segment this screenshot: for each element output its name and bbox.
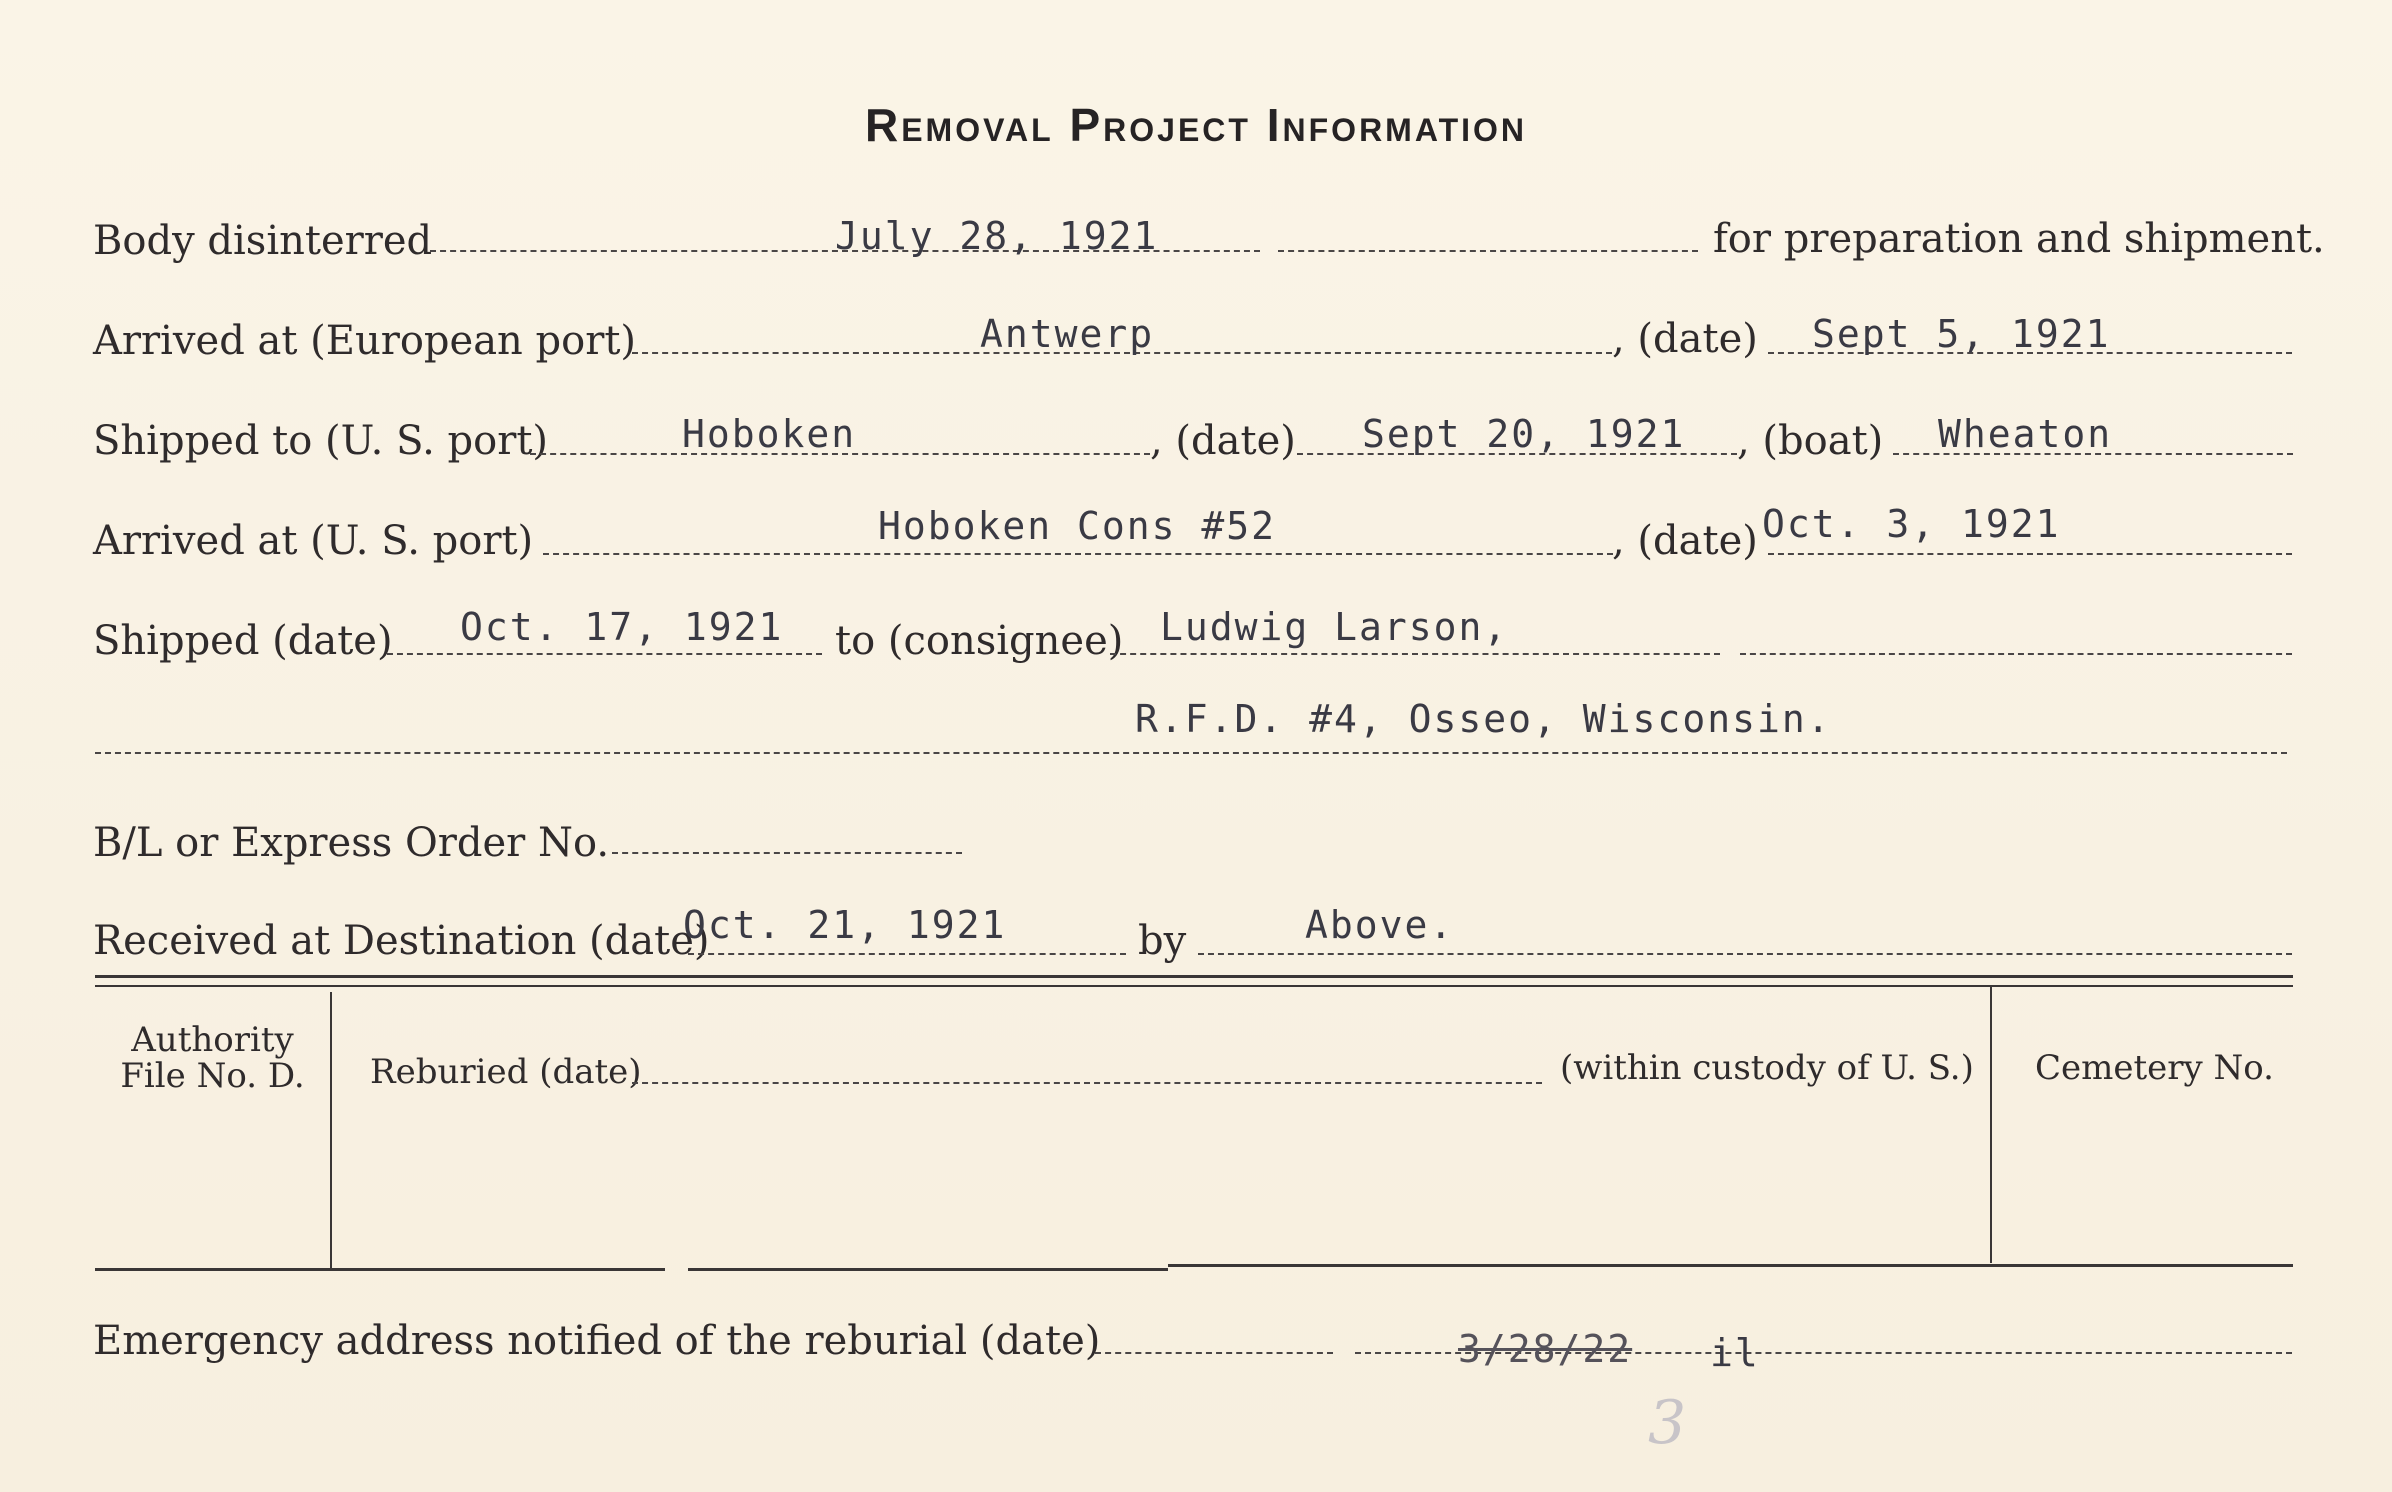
authority-label-line1: Authority — [131, 1020, 294, 1060]
table-divider-right — [1990, 985, 1992, 1263]
disinterred-suffix: for preparation and shipment. — [1713, 216, 2325, 262]
disinterred-date[interactable]: July 28, 1921 — [835, 214, 1159, 258]
shipped-date-line — [387, 653, 822, 655]
consignee-line — [1110, 653, 1720, 655]
consignee-label: to (consignee) — [835, 618, 1124, 664]
table-bottom-rule-a — [95, 1268, 665, 1271]
shipped-us-port[interactable]: Hoboken — [682, 412, 857, 456]
arrived-us-port[interactable]: Hoboken Cons #52 — [878, 504, 1277, 548]
authority-cell — [95, 1022, 330, 1094]
shipped-date[interactable]: Oct. 17, 1921 — [460, 605, 784, 649]
emergency-label: Emergency address notified of the reburial (date) — [93, 1318, 1101, 1364]
authority-label-line2: File No. D. — [120, 1056, 305, 1096]
emergency-date[interactable]: 3/28/22 — [1458, 1327, 1633, 1371]
arrived-europe-port[interactable]: Antwerp — [980, 312, 1155, 356]
arrived-us-date-label: , (date) — [1612, 518, 1758, 564]
shipped-us-boat[interactable]: Wheaton — [1938, 412, 2113, 456]
shipped-date-label: Shipped (date) — [93, 618, 393, 664]
received-date-line — [688, 953, 1126, 955]
received-by[interactable]: Above. — [1305, 903, 1455, 947]
pencil-mark: 3 — [1648, 1388, 1687, 1458]
emergency-initials: il — [1710, 1331, 1760, 1375]
custody-label: (within custody of U. S.) — [1560, 1048, 1974, 1088]
table-divider-left — [330, 992, 332, 1270]
shipped-us-date-label: , (date) — [1150, 418, 1296, 464]
disinterred-line-2 — [1278, 250, 1698, 252]
shipped-us-boat-label: , (boat) — [1737, 418, 1884, 464]
arrived-europe-label: Arrived at (European port) — [93, 318, 637, 364]
emergency-line-a — [1095, 1352, 1333, 1354]
reburied-label: Reburied (date) — [370, 1052, 642, 1092]
arrived-us-label: Arrived at (U. S. port) — [93, 518, 534, 564]
arrived-us-date-line — [1768, 553, 2292, 555]
bl-line[interactable] — [612, 852, 962, 854]
address-line — [95, 752, 2287, 754]
cemetery-label: Cemetery No. — [2035, 1048, 2274, 1088]
received-date[interactable]: Oct. 21, 1921 — [683, 903, 1007, 947]
received-label: Received at Destination (date) — [93, 918, 710, 964]
bl-label: B/L or Express Order No. — [93, 820, 610, 866]
disinterred-label: Body disinterred — [93, 218, 433, 264]
received-by-line — [1198, 953, 2292, 955]
consignee-name[interactable]: Ludwig Larson, — [1160, 605, 1509, 649]
reburied-line[interactable] — [632, 1082, 1542, 1084]
arrived-us-date[interactable]: Oct. 3, 1921 — [1762, 502, 2061, 546]
table-bottom-rule-c — [1168, 1264, 2293, 1267]
shipped-us-date[interactable]: Sept 20, 1921 — [1362, 412, 1686, 456]
consignee-line-2 — [1740, 653, 2292, 655]
arrived-us-port-line — [543, 553, 1613, 555]
arrived-europe-date[interactable]: Sept 5, 1921 — [1812, 312, 2111, 356]
shipped-us-label: Shipped to (U. S. port) — [93, 418, 548, 464]
card-title: Removal Project Information — [864, 99, 1528, 151]
received-by-label: by — [1138, 918, 1187, 964]
table-bottom-rule-b — [688, 1268, 1168, 1271]
arrived-europe-date-label: , (date) — [1612, 316, 1758, 362]
table-top-rule — [95, 975, 2293, 978]
table-top-rule-2 — [95, 985, 2293, 987]
consignee-address[interactable]: R.F.D. #4, Osseo, Wisconsin. — [1135, 697, 1832, 741]
